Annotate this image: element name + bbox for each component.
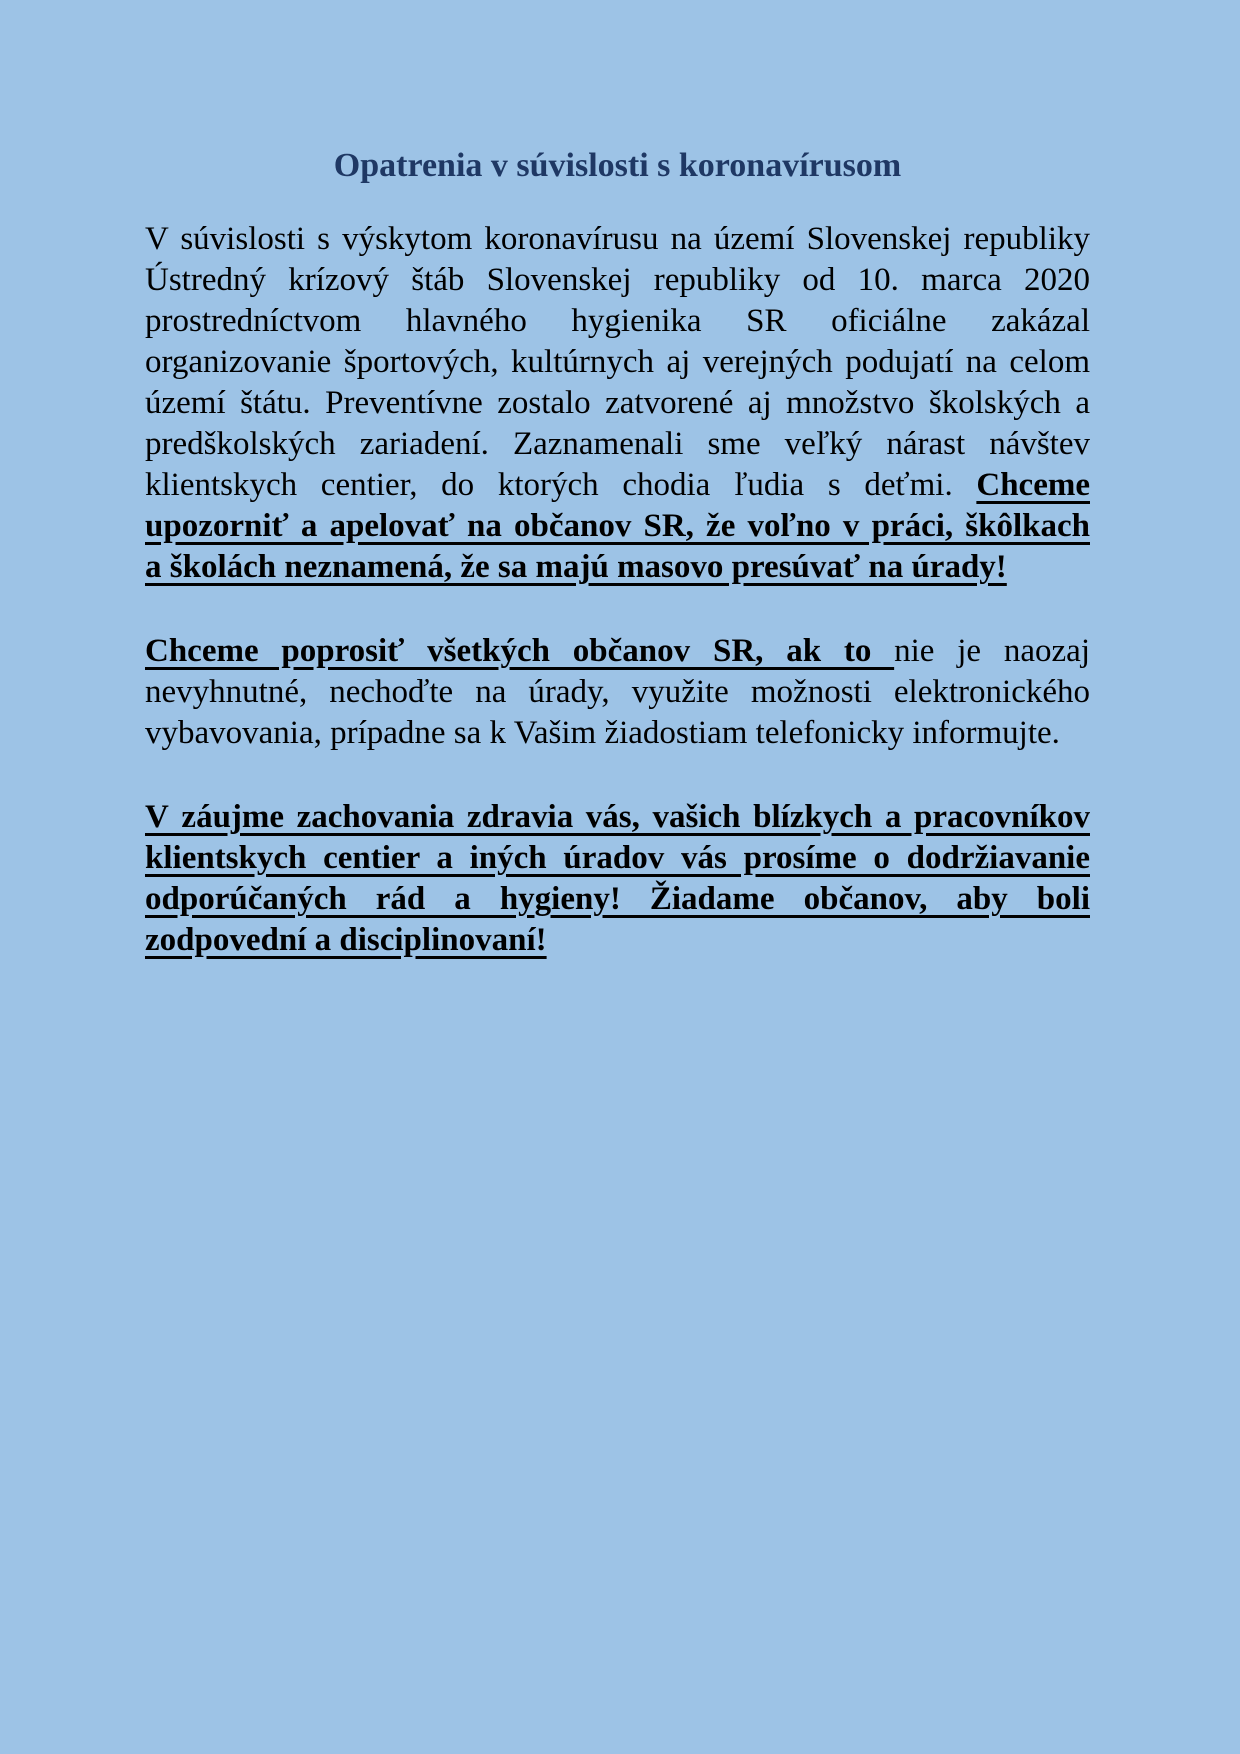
paragraph-1-emphasis-run: Chceme upozorniť a apelovať na občanov SR, že voľno v práci, škôlkach a školách neznamená, že sa majú masovo presúvať na úrady!	[145, 466, 1090, 585]
paragraph-1	[145, 219, 1090, 588]
document-title: Opatrenia v súvislosti s koronavírusom	[333, 147, 902, 184]
paragraph-2-regular-run: nie je naozaj nevyhnutné, nechoďte na úrady, využite možnosti elektronického vybavovania, prípadne sa k Vašim žiadostiam telefonicky informujte.	[145, 632, 1090, 751]
paragraph-3	[145, 797, 1090, 961]
paragraph-2	[145, 631, 1090, 754]
paragraph-1-regular-run: V súvislosti s výskytom koronavírusu na území Slovenskej republiky Ústredný krízový štáb Slovenskej republiky od 10. marca 2020 prostredníctvom hlavného hygienika SR oficiálne zakázal organizovanie športových, kultúrnych aj verejných podujatí na celom území štátu. Preventívne zostalo zatvorené aj množstvo školských a predškolských zariadení. Zaznamenali sme veľký nárast návštev klientskych centier, do ktorých chodia ľudia s deťmi.	[145, 220, 1090, 503]
paragraph-2-emphasis-run: Chceme poprosiť všetkých občanov SR, ak to	[145, 632, 895, 669]
paragraph-3-emphasis-run: V záujme zachovania zdravia vás, vašich blízkych a pracovníkov klientskych centier a iných úradov vás prosíme o dodržiavanie odporúčaných rád a hygieny! Žiadame občanov, aby boli zodpovední a disciplinovaní!	[145, 798, 1090, 958]
